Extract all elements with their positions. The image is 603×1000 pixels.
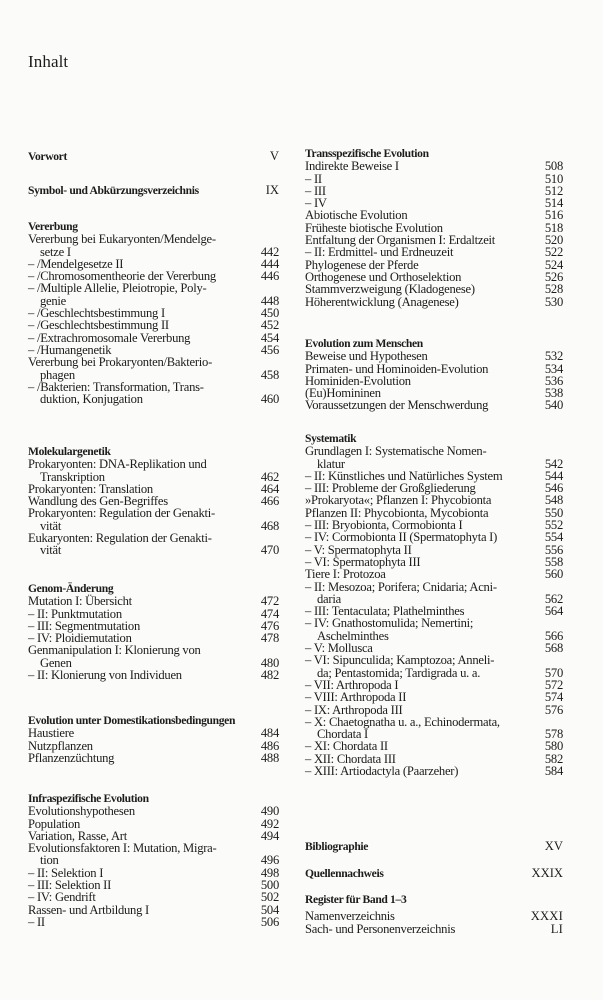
- entry-page: 582: [544, 751, 563, 766]
- entry-page: XXIX: [531, 866, 563, 880]
- entry-title-line: Beweise und Hypothesen: [305, 349, 428, 364]
- entry-page: V: [269, 149, 279, 163]
- entry-page: 562: [544, 591, 563, 606]
- entry-title-line: Voraussetzungen der Menschwerdung: [305, 398, 489, 413]
- entry-page: 480: [260, 655, 279, 670]
- entry-title-line: Evolutionsfaktoren I: Mutation, Migra-: [28, 841, 217, 856]
- toc-entry[interactable]: [305, 185, 563, 197]
- entry-page: 460: [260, 392, 279, 407]
- toc-section-register: [305, 894, 563, 935]
- entry-title-line: – /Multiple Allelie, Pleiotropie, Poly-: [28, 281, 207, 296]
- entry-page: 456: [260, 342, 279, 357]
- entry-page: 476: [260, 618, 279, 633]
- entry-page: 524: [544, 257, 563, 272]
- entry-title-continuation: genie: [40, 293, 67, 308]
- entry-page: 448: [260, 293, 279, 308]
- toc-entry[interactable]: [28, 381, 279, 406]
- entry-page: XXXI: [530, 909, 563, 924]
- entry-title-continuation: setze I: [40, 244, 71, 259]
- entry-title-line: – IV: Gendrift: [28, 890, 96, 905]
- entry-title-line: – VIII: Arthropoda II: [305, 690, 407, 705]
- toc-entry[interactable]: [305, 445, 563, 470]
- toc-entry[interactable]: [28, 282, 279, 307]
- entry-page: 464: [260, 481, 279, 496]
- entry-title-line: – III: Selektion II: [28, 878, 112, 893]
- entry-page: 550: [544, 505, 563, 520]
- entry-title-line: – /Geschlechtsbestimmung I: [28, 306, 165, 321]
- toc-entry[interactable]: [305, 654, 563, 679]
- entry-title-line: – IV: Cormobionta II (Spermatophyta I): [305, 530, 498, 545]
- entry-title: [305, 716, 563, 741]
- section-heading: Evolution unter Domestikationsbedingungen: [28, 714, 236, 727]
- entry-page: 454: [260, 330, 279, 345]
- page-title: Inhalt: [28, 52, 69, 71]
- entry-title: [28, 233, 279, 258]
- entry-title: [28, 356, 279, 381]
- toc-section: [28, 715, 279, 764]
- entry-title-line: Entfaltung der Organismen I: Erdaltzeit: [305, 233, 496, 248]
- entry-page: 576: [544, 702, 563, 717]
- entry-page: 566: [544, 628, 563, 643]
- entry-title: [305, 185, 563, 197]
- entry-title: [28, 916, 279, 928]
- entry-title-continuation: vität: [40, 518, 62, 533]
- entry-page: 570: [544, 665, 563, 680]
- toc-section: [28, 793, 279, 928]
- entry-page: 556: [544, 542, 563, 557]
- entry-page: 482: [260, 668, 279, 683]
- entry-title-line: Indirekte Beweise I: [305, 159, 399, 174]
- toc-entry[interactable]: [28, 842, 279, 867]
- toc-entry[interactable]: [28, 904, 279, 916]
- entry-title-line: – IV: [305, 196, 327, 211]
- entry-page: 442: [260, 244, 279, 259]
- entry-title-line: – II: Punktmutation: [28, 606, 122, 621]
- entry-page: 540: [544, 398, 563, 413]
- toc-entry[interactable]: [305, 765, 563, 777]
- entry-title-line: – /Bakterien: Transformation, Trans-: [28, 379, 204, 394]
- section-heading: Genom-Änderung: [28, 582, 114, 595]
- toc-entry[interactable]: [305, 296, 563, 308]
- entry-title-line: – V: Spermatophyta II: [305, 542, 412, 557]
- entry-page: 446: [260, 269, 279, 284]
- entry-page: XV: [544, 839, 563, 853]
- entry-title-line: Phylogenese der Pferde: [305, 257, 419, 272]
- entry-title: [28, 842, 279, 867]
- toc-entry-quellennachweis[interactable]: [305, 867, 563, 880]
- entry-page: 560: [544, 567, 563, 582]
- entry-title-line: – II: Selektion I: [28, 865, 104, 880]
- entry-title-line: Population: [28, 816, 81, 831]
- toc-section: [305, 148, 563, 308]
- toc-entry[interactable]: [305, 910, 563, 922]
- entry-title: [28, 669, 279, 681]
- toc-entry[interactable]: [28, 507, 279, 532]
- entry-title-line: – IX: Arthropoda III: [305, 702, 403, 717]
- entry-title-continuation: klatur: [317, 456, 345, 471]
- entry-title: Symbol- und Abkürzungsverzeichnis: [28, 184, 199, 197]
- entry-title-line: Vererbung bei Eukaryonten/Mendelge-: [28, 232, 216, 247]
- entry-page: 478: [260, 631, 279, 646]
- entry-page: IX: [265, 183, 279, 197]
- entry-title-line: Genmanipulation I: Klonierung von: [28, 643, 201, 658]
- entry-title-line: – II: Mesozoa; Porifera; Cnidaria; Acni-: [305, 579, 497, 594]
- entry-page: 508: [544, 159, 563, 174]
- entry-title: [305, 173, 563, 185]
- entry-page: 528: [544, 282, 563, 297]
- section-heading: Systematik: [305, 432, 357, 445]
- toc-entry[interactable]: [28, 532, 279, 557]
- entry-title-line: – /Geschlechtsbestimmung II: [28, 318, 169, 333]
- entry-title-line: – /Humangenetik: [28, 342, 112, 357]
- entry-page: 558: [544, 554, 563, 569]
- entry-title-line: »Prokaryota«; Pflanzen I: Phycobionta: [305, 493, 492, 508]
- entry-page: 444: [260, 256, 279, 271]
- entry-title-line: (Eu)Homininen: [305, 386, 381, 401]
- entry-page: 532: [544, 349, 563, 364]
- entry-title-line: Primaten- und Hominoiden-Evolution: [305, 361, 489, 376]
- section-heading: Transspezifische Evolution: [305, 147, 429, 160]
- toc-entry[interactable]: [305, 617, 563, 642]
- entry-page: 458: [260, 367, 279, 382]
- entry-title-line: Mutation I: Übersicht: [28, 594, 132, 609]
- entry-page: 498: [260, 865, 279, 880]
- section-heading: Evolution zum Menschen: [305, 337, 423, 350]
- toc-entry[interactable]: [28, 752, 279, 764]
- entry-title-line: Nutzpflanzen: [28, 738, 93, 753]
- entry-page: 462: [260, 469, 279, 484]
- entry-page: 506: [260, 914, 279, 929]
- entry-title: [305, 617, 563, 642]
- entry-title-line: Pflanzenzüchtung: [28, 750, 115, 765]
- entry-page: 490: [260, 804, 279, 819]
- entry-title: [305, 581, 563, 606]
- entry-title-line: – II: Künstliches und Natürliches System: [305, 468, 503, 483]
- entry-title: Quellennachweis: [305, 867, 384, 880]
- entry-page: 546: [544, 481, 563, 496]
- entry-page: 484: [260, 726, 279, 741]
- section-heading: Register für Band 1–3: [305, 893, 407, 906]
- entry-title-line: – /Extrachromosomale Vererbung: [28, 330, 191, 345]
- entry-title-line: – III: Tentaculata; Plathelminthes: [305, 604, 465, 619]
- entry-page: 564: [544, 604, 563, 619]
- entry-title: [305, 654, 563, 679]
- entry-title-line: Hominiden-Evolution: [305, 373, 411, 388]
- entry-title-line: Rassen- und Artbildung I: [28, 902, 149, 917]
- entry-page: 512: [544, 183, 563, 198]
- toc-section: [305, 433, 563, 777]
- toc-entry[interactable]: [305, 716, 563, 741]
- entry-page: 466: [260, 494, 279, 509]
- entry-page: 578: [544, 727, 563, 742]
- entry-title-line: Wandlung des Gen-Begriffes: [28, 494, 168, 509]
- entry-title: [28, 507, 279, 532]
- toc-entry-symbolverzeichnis[interactable]: [28, 184, 279, 197]
- entry-title-line: – III: Probleme der Großgliederung: [305, 481, 476, 496]
- toc-entry-bibliographie[interactable]: [305, 840, 563, 853]
- entry-title-continuation: tion: [40, 853, 59, 868]
- entry-title-line: Tiere I: Protozoa: [305, 567, 386, 582]
- entry-title-continuation: Chordata I: [317, 727, 369, 742]
- entry-page: 530: [544, 294, 563, 309]
- entry-page: 552: [544, 518, 563, 533]
- entry-title-line: – II: [28, 914, 45, 929]
- entry-page: 472: [260, 594, 279, 609]
- entry-title-line: Haustiere: [28, 726, 75, 741]
- entry-title-line: Pflanzen II: Phycobionta, Mycobionta: [305, 505, 489, 520]
- entry-page: 544: [544, 468, 563, 483]
- entry-page: 502: [260, 890, 279, 905]
- entry-title-line: – II: [305, 171, 322, 186]
- entry-page: 554: [544, 530, 563, 545]
- entry-page: 514: [544, 196, 563, 211]
- entry-page: 510: [544, 171, 563, 186]
- toc-entry[interactable]: [305, 173, 563, 185]
- entry-title: [305, 445, 563, 470]
- entry-title-continuation: daria: [317, 591, 341, 606]
- entry-title: [28, 752, 279, 764]
- entry-page: 534: [544, 361, 563, 376]
- entry-title-continuation: Genen: [40, 655, 72, 670]
- toc-entry[interactable]: [305, 923, 563, 935]
- entry-title-line: – XI: Chordata II: [305, 739, 388, 754]
- entry-title-line: – /Mendelgesetze II: [28, 256, 124, 271]
- entry-title: Bibliographie: [305, 840, 369, 853]
- entry-title: [305, 399, 563, 411]
- entry-title: Sach- und Personenverzeichnis: [305, 921, 456, 936]
- toc-section: [28, 583, 279, 681]
- entry-page: 580: [544, 739, 563, 754]
- entry-page: 568: [544, 641, 563, 656]
- section-heading: Molekulargenetik: [28, 445, 111, 458]
- entry-title-continuation: vität: [40, 543, 62, 558]
- entry-page: 572: [544, 677, 563, 692]
- entry-page: 500: [260, 878, 279, 893]
- toc-section: [305, 338, 563, 412]
- entry-title: [305, 160, 563, 172]
- entry-title-line: – IV: Ploidiemutation: [28, 631, 132, 646]
- entry-title-line: – IV: Gnathostomulida; Nemertini;: [305, 616, 474, 631]
- entry-title-line: – III: [305, 183, 326, 198]
- entry-title-line: – V: Mollusca: [305, 641, 373, 656]
- entry-title-line: – II: Erdmittel- und Erdneuzeit: [305, 245, 454, 260]
- entry-page: 450: [260, 306, 279, 321]
- entry-title-line: – VII: Arthropoda I: [305, 677, 399, 692]
- entry-page: 536: [544, 373, 563, 388]
- entry-title-line: – XII: Chordata III: [305, 751, 396, 766]
- entry-title-line: – VI: Spermatophyta III: [305, 554, 421, 569]
- entry-title-line: Eukaryonten: Regulation der Genakti-: [28, 531, 212, 546]
- entry-page: 494: [260, 828, 279, 843]
- section-heading: Vererbung: [28, 220, 78, 233]
- toc-entry[interactable]: [305, 160, 563, 172]
- entry-page: 538: [544, 386, 563, 401]
- entry-title-line: – II: Klonierung von Individuen: [28, 668, 182, 683]
- entry-page: 470: [260, 543, 279, 558]
- toc-section: [28, 446, 279, 557]
- toc-entry[interactable]: [28, 356, 279, 381]
- entry-title-line: Vererbung bei Prokaryonten/Bakterio-: [28, 355, 213, 370]
- entry-page: 492: [260, 816, 279, 831]
- entry-page: 496: [260, 853, 279, 868]
- entry-page: 584: [544, 764, 563, 779]
- entry-title: [305, 765, 563, 777]
- toc-entry-vorwort[interactable]: [28, 150, 279, 163]
- toc-entry[interactable]: [28, 669, 279, 681]
- entry-page: 504: [260, 902, 279, 917]
- entry-page: 452: [260, 318, 279, 333]
- entry-title-line: – XIII: Artiodactyla (Paarzeher): [305, 764, 459, 779]
- entry-title-line: Höherentwicklung (Anagenese): [305, 294, 459, 309]
- toc-entry[interactable]: [28, 916, 279, 928]
- toc-entry[interactable]: [305, 581, 563, 606]
- toc-entry[interactable]: [305, 399, 563, 411]
- toc-entry[interactable]: [28, 644, 279, 669]
- entry-title-continuation: Transkription: [40, 469, 105, 484]
- entry-page: 522: [544, 245, 563, 260]
- entry-page: 474: [260, 606, 279, 621]
- entry-page: 468: [260, 518, 279, 533]
- toc-section: [28, 221, 279, 405]
- entry-page: 542: [544, 456, 563, 471]
- entry-title-line: Variation, Rasse, Art: [28, 828, 127, 843]
- entry-title-line: Abiotische Evolution: [305, 208, 408, 223]
- entry-title-line: – VI: Sipunculida; Kamptozoa; Anneli-: [305, 653, 495, 668]
- entry-page: LI: [550, 921, 563, 936]
- entry-title: [28, 532, 279, 557]
- entry-title-continuation: Aschelminthes: [317, 628, 389, 643]
- entry-title: Vorwort: [28, 150, 67, 163]
- entry-title: [28, 904, 279, 916]
- entry-title-line: Evolutionshypothesen: [28, 804, 135, 819]
- entry-title-line: Prokaryonten: Translation: [28, 481, 153, 496]
- entry-title-line: Stammverzweigung (Kladogenese): [305, 282, 475, 297]
- entry-page: 574: [544, 690, 563, 705]
- entry-page: 516: [544, 208, 563, 223]
- toc-entry[interactable]: [28, 233, 279, 258]
- entry-page: 548: [544, 493, 563, 508]
- entry-title: Namenverzeichnis: [305, 909, 395, 924]
- entry-title-line: – III: Segmentmutation: [28, 618, 141, 633]
- section-heading: Infraspezifische Evolution: [28, 792, 149, 805]
- entry-title: [305, 296, 563, 308]
- entry-title-line: – X: Chaetognatha u. a., Echinodermata,: [305, 714, 500, 729]
- entry-title: [28, 458, 279, 483]
- entry-title-line: – III: Bryobionta, Cormobionta I: [305, 518, 463, 533]
- entry-title-continuation: da; Pentastomida; Tardigrada u. a.: [317, 665, 481, 680]
- toc-entry[interactable]: [28, 458, 279, 483]
- entry-title: [28, 381, 279, 406]
- entry-page: 520: [544, 233, 563, 248]
- entry-title-line: Früheste biotische Evolution: [305, 220, 443, 235]
- entry-title-line: Prokaryonten: DNA-Replikation und: [28, 457, 207, 472]
- entry-page: 526: [544, 269, 563, 284]
- entry-title-continuation: duktion, Konjugation: [40, 392, 143, 407]
- entry-page: 486: [260, 738, 279, 753]
- entry-title-line: Grundlagen I: Systematische Nomen-: [305, 444, 487, 459]
- entry-title: [28, 282, 279, 307]
- entry-title: [28, 644, 279, 669]
- entry-title-line: Prokaryonten: Regulation der Genakti-: [28, 506, 215, 521]
- entry-title-continuation: phagen: [40, 367, 75, 382]
- entry-title-line: Orthogenese und Orthoselektion: [305, 269, 462, 284]
- entry-page: 488: [260, 750, 279, 765]
- entry-page: 518: [544, 220, 563, 235]
- entry-title-line: – /Chromosomentheorie der Vererbung: [28, 269, 216, 284]
